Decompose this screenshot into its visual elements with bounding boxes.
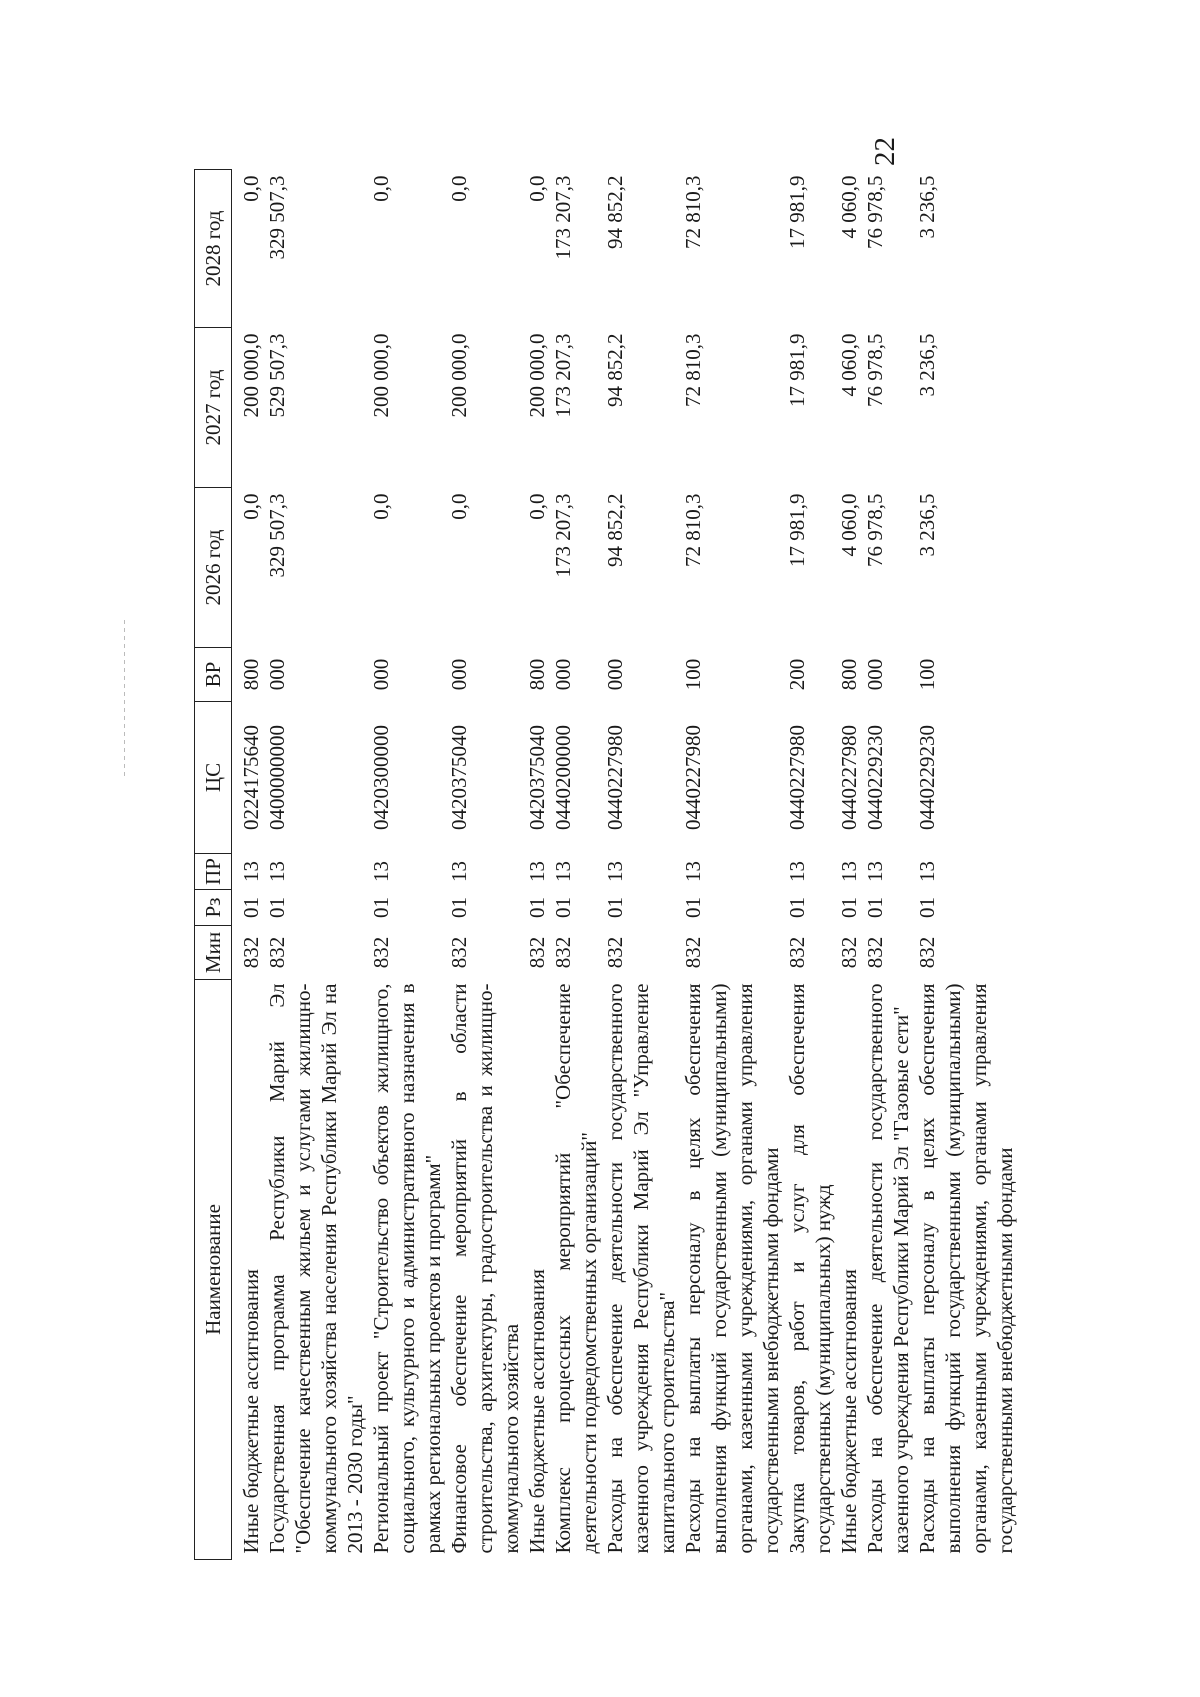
row-min: 832 — [681, 936, 705, 969]
row-pr: 13 — [551, 861, 575, 882]
row-vr: 200 — [785, 658, 809, 691]
row-value-2026: 0,0 — [525, 493, 549, 520]
row-vr: 800 — [239, 658, 263, 691]
row-pr: 13 — [863, 861, 887, 882]
row-name: Иные бюджетные ассигнования — [239, 1269, 263, 1554]
row-value-2026: 76 978,5 — [863, 493, 887, 567]
row-value-2027: 94 852,2 — [603, 333, 627, 407]
header-min: Мин — [195, 926, 232, 980]
row-cs: 0420375040 — [447, 725, 471, 830]
row-value-2026: 0,0 — [239, 493, 263, 520]
row-rz: 01 — [525, 897, 549, 918]
row-vr: 000 — [603, 658, 627, 691]
row-value-2027: 72 810,3 — [681, 333, 705, 407]
row-cs: 0440227980 — [837, 725, 861, 830]
row-value-2026: 4 060,0 — [837, 493, 861, 557]
row-min: 832 — [447, 936, 471, 969]
row-min: 832 — [551, 936, 575, 969]
header-2026: 2026 год — [195, 488, 232, 648]
row-value-2026: 72 810,3 — [681, 493, 705, 567]
row-cs: 0440227980 — [603, 725, 627, 830]
row-cs: 0420300000 — [369, 725, 393, 830]
row-value-2028: 3 236,5 — [915, 175, 939, 239]
row-value-2026: 94 852,2 — [603, 493, 627, 567]
row-min: 832 — [239, 936, 263, 969]
row-name: Комплекс процессных мероприятий "Обеспечение деятельности подведомственных организаций" — [551, 983, 601, 1554]
row-min: 832 — [525, 936, 549, 969]
row-value-2026: 173 207,3 — [551, 493, 575, 578]
table-body — [232, 170, 1019, 1560]
row-value-2028: 76 978,5 — [863, 175, 887, 249]
row-name: Финансовое обеспечение мероприятий в области строительства, архитектуры, градостроительства и жилищно-коммунального хозяйства — [447, 983, 523, 1554]
row-vr: 000 — [551, 658, 575, 691]
table-row — [446, 170, 524, 1560]
row-value-2027: 3 236,5 — [915, 333, 939, 397]
row-value-2027: 529 507,3 — [265, 333, 289, 418]
row-vr: 100 — [681, 658, 705, 691]
table-row — [784, 170, 836, 1560]
row-cs: 0440229230 — [915, 725, 939, 830]
budget-table — [194, 169, 1018, 1560]
row-value-2028: 0,0 — [369, 175, 393, 202]
row-value-2026: 329 507,3 — [265, 493, 289, 578]
table-row — [836, 170, 862, 1560]
row-rz: 01 — [863, 897, 887, 918]
table-row — [550, 170, 602, 1560]
row-value-2028: 0,0 — [239, 175, 263, 202]
row-name: Государственная программа Республики Марий Эл "Обеспечение качественным жильем и услугами жилищно-коммунального хозяйства населения Республики Марий Эл на 2013 - 2030 годы" — [265, 983, 367, 1554]
row-value-2028: 0,0 — [525, 175, 549, 202]
row-rz: 01 — [265, 897, 289, 918]
row-name: Расходы на обеспечение деятельности государственного казенного учреждения Республики Марий Эл "Газовые сети" — [863, 983, 913, 1554]
row-value-2026: 17 981,9 — [785, 493, 809, 567]
row-value-2027: 17 981,9 — [785, 333, 809, 407]
row-cs: 0440200000 — [551, 725, 575, 830]
table-row — [914, 170, 1018, 1560]
row-min: 832 — [265, 936, 289, 969]
header-2028: 2028 год — [195, 170, 232, 328]
row-value-2027: 76 978,5 — [863, 333, 887, 407]
row-value-2026: 0,0 — [369, 493, 393, 520]
row-pr: 13 — [239, 861, 263, 882]
row-value-2027: 200 000,0 — [369, 333, 393, 418]
row-min: 832 — [915, 936, 939, 969]
header-cs: ЦС — [195, 702, 232, 854]
table-row — [602, 170, 680, 1560]
row-name: Закупка товаров, работ и услуг для обеспечения государственных (муниципальных) нужд — [785, 983, 835, 1554]
row-rz: 01 — [785, 897, 809, 918]
table-header-row — [195, 170, 232, 1560]
row-pr: 13 — [369, 861, 393, 882]
row-value-2028: 329 507,3 — [265, 175, 289, 260]
row-cs: 0440227980 — [785, 725, 809, 830]
row-value-2028: 94 852,2 — [603, 175, 627, 249]
table-row — [264, 170, 368, 1560]
row-vr: 100 — [915, 658, 939, 691]
header-pr: ПР — [195, 854, 232, 890]
row-value-2028: 72 810,3 — [681, 175, 705, 249]
row-name: Иные бюджетные ассигнования — [525, 1269, 549, 1554]
row-vr: 800 — [525, 658, 549, 691]
row-pr: 13 — [447, 861, 471, 882]
row-name: Региональный проект "Строительство объектов жилищного, социального, культурного и административного назначения в рамках региональных проектов и программ" — [369, 983, 445, 1554]
row-rz: 01 — [915, 897, 939, 918]
row-value-2027: 200 000,0 — [525, 333, 549, 418]
row-vr: 000 — [265, 658, 289, 691]
header-name: Наименование — [195, 980, 232, 1560]
row-rz: 01 — [837, 897, 861, 918]
row-name: Расходы на обеспечение деятельности государственного казенного учреждения Республики Марий Эл "Управление капитального строительства" — [603, 983, 679, 1554]
rotated-budget-table — [194, 170, 1074, 1560]
row-value-2028: 173 207,3 — [551, 175, 575, 260]
row-pr: 13 — [785, 861, 809, 882]
row-value-2027: 4 060,0 — [837, 333, 861, 397]
row-pr: 13 — [915, 861, 939, 882]
row-vr: 000 — [369, 658, 393, 691]
table-row — [524, 170, 550, 1560]
row-value-2028: 0,0 — [447, 175, 471, 202]
row-cs: 0440229230 — [863, 725, 887, 830]
header-rz: Рз — [195, 890, 232, 926]
row-min: 832 — [369, 936, 393, 969]
row-vr: 000 — [863, 658, 887, 691]
scan-margin-mark — [124, 620, 125, 780]
row-name: Расходы на выплаты персоналу в целях обеспечения выполнения функций государственными (муниципальными) органами, казенными учреждениями, органами управления государственными внебюджетными фондами — [681, 983, 783, 1554]
row-vr: 000 — [447, 658, 471, 691]
row-pr: 13 — [603, 861, 627, 882]
row-name: Расходы на выплаты персоналу в целях обеспечения выполнения функций государственными (муниципальными) органами, казенными учреждениями, органами управления государственными внебюджетными фондами — [915, 983, 1017, 1554]
row-value-2028: 4 060,0 — [837, 175, 861, 239]
row-rz: 01 — [551, 897, 575, 918]
row-vr: 800 — [837, 658, 861, 691]
row-rz: 01 — [447, 897, 471, 918]
row-value-2026: 3 236,5 — [915, 493, 939, 557]
table-row — [368, 170, 446, 1560]
row-rz: 01 — [239, 897, 263, 918]
row-rz: 01 — [681, 897, 705, 918]
header-2027: 2027 год — [195, 328, 232, 488]
row-value-2027: 200 000,0 — [239, 333, 263, 418]
row-min: 832 — [603, 936, 627, 969]
row-rz: 01 — [603, 897, 627, 918]
row-min: 832 — [785, 936, 809, 969]
page-number: 22 — [869, 137, 901, 166]
row-value-2028: 17 981,9 — [785, 175, 809, 249]
row-cs: 0224175640 — [239, 725, 263, 830]
row-pr: 13 — [681, 861, 705, 882]
row-rz: 01 — [369, 897, 393, 918]
row-min: 832 — [837, 936, 861, 969]
row-min: 832 — [863, 936, 887, 969]
row-cs: 0420375040 — [525, 725, 549, 830]
row-pr: 13 — [837, 861, 861, 882]
row-value-2027: 200 000,0 — [447, 333, 471, 418]
row-name: Иные бюджетные ассигнования — [837, 1269, 861, 1554]
row-cs: 0400000000 — [265, 725, 289, 830]
row-pr: 13 — [525, 861, 549, 882]
row-value-2026: 0,0 — [447, 493, 471, 520]
row-pr: 13 — [265, 861, 289, 882]
table-row — [680, 170, 784, 1560]
table-row — [862, 170, 914, 1560]
header-vr: ВР — [195, 648, 232, 702]
row-cs: 0440227980 — [681, 725, 705, 830]
table-row — [232, 170, 265, 1560]
row-value-2027: 173 207,3 — [551, 333, 575, 418]
